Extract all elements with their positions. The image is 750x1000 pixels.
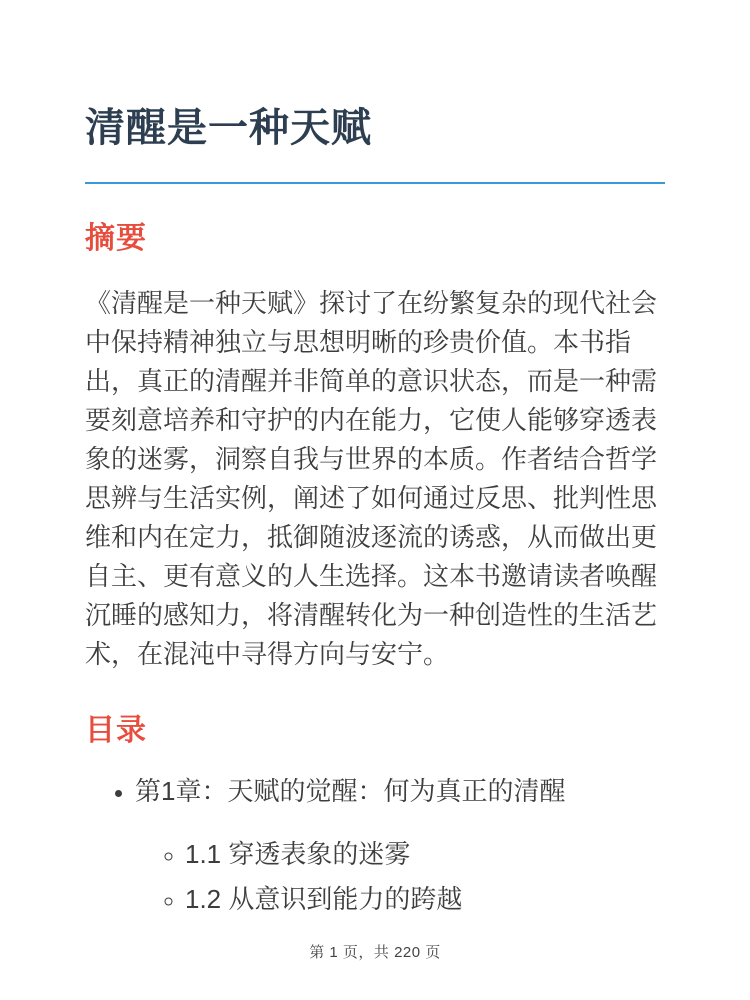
page-title: 清醒是一种天赋 (85, 106, 372, 150)
title-divider (85, 182, 665, 184)
toc-sublist (135, 835, 665, 919)
page-number-indicator: 第 1 页，共 220 页 (309, 944, 441, 961)
toc-chapter-label: 第1章：天赋的觉醒：何为真正的清醒 (135, 776, 566, 806)
abstract-heading: 摘要 (85, 222, 147, 255)
toc-chapter-item (135, 772, 665, 919)
abstract-paragraph: 《清醒是一种天赋》探讨了在纷繁复杂的现代社会中保持精神独立与思想明晰的珍贵价值。本书指出，真正的清醒并非简单的意识状态，而是一种需要刻意培养和守护的内在能力，它使人能够穿透表象的迷雾，洞察自我与世界的本质。作者结合哲学思辨与生活实例，阐述了如何通过反思、批判性思维和内在定力，抵御随波逐流的诱惑，从而做出更自主、更有意义的人生选择。这本书邀请读者唤醒沉睡的感知力，将清醒转化为一种创造性的生活艺术，在混沌中寻得方向与安宁。 (85, 288, 658, 669)
toc-list (85, 772, 665, 919)
toc-subsection-item: ◦ 1.1 穿透表象的迷雾 (185, 835, 665, 874)
toc-heading: 目录 (85, 714, 147, 747)
toc-subsection-item: ◦ 1.2 从意识到能力的跨越 (185, 880, 665, 919)
